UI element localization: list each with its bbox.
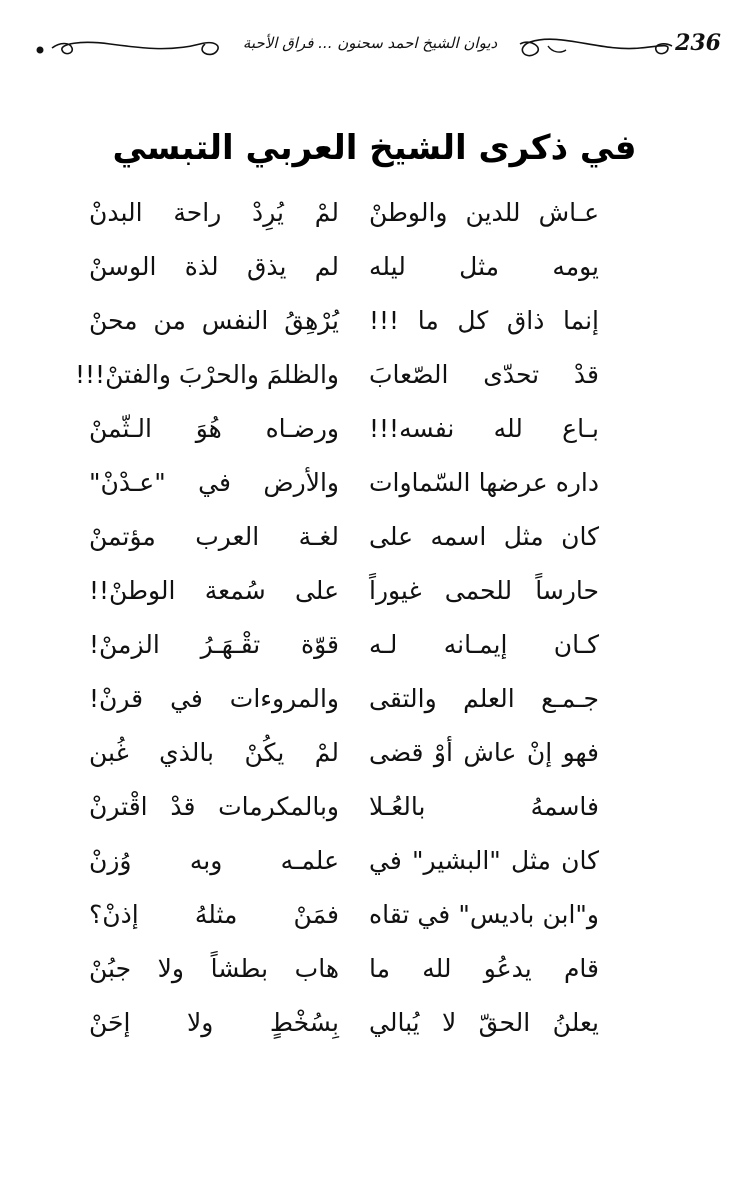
- running-title: ديوان الشيخ احمد سحنون ... فراق الأحبة: [242, 34, 498, 52]
- verse-second-hemistich: يُرْهِقُ النفس من محنْ: [89, 306, 339, 335]
- verse-first-hemistich: و"ابن باديس" في تقاه: [369, 900, 599, 929]
- ornament-swirl-left: [52, 42, 218, 54]
- verse-first-hemistich: قدْ تحدّى الصّعابَ: [369, 360, 599, 389]
- page-number: 236: [675, 30, 721, 56]
- verse-first-hemistich: فهو إنْ عاش أوْ قضى: [369, 738, 599, 767]
- verse-second-hemistich: فمَنْ مثلهُ إذنْ؟: [89, 900, 339, 929]
- verse: [0, 780, 749, 834]
- verse: [0, 294, 749, 348]
- poem-verses: [0, 186, 749, 1050]
- verse-first-hemistich: حارساً للحمى غيوراً: [369, 576, 599, 605]
- verse-first-hemistich: يعلنُ الحقّ لا يُبالي: [369, 1008, 599, 1037]
- page-header: [0, 18, 749, 68]
- verse-second-hemistich: هاب بطشاً ولا جبُنْ: [89, 954, 339, 983]
- verse: [0, 996, 749, 1050]
- verse-second-hemistich: لمْ يُرِدْ راحة البدنْ: [89, 198, 339, 227]
- verse-first-hemistich: كان مثل اسمه على: [369, 522, 599, 551]
- verse-second-hemistich: لم يذق لذة الوسنْ: [89, 252, 339, 281]
- verse: [0, 888, 749, 942]
- verse-second-hemistich: على سُمعة الوطنْ!!: [89, 576, 339, 605]
- verse-first-hemistich: كان مثل "البشير" في: [369, 846, 599, 875]
- verse: [0, 348, 749, 402]
- verse-first-hemistich: قام يدعُو لله ما: [369, 954, 599, 983]
- verse: [0, 456, 749, 510]
- verse-second-hemistich: بِسُخْطٍ ولا إحَنْ: [89, 1008, 339, 1037]
- verse-second-hemistich: والأرض في "عـدْنْ": [89, 468, 339, 497]
- verse-first-hemistich: فاسمهُ بالعُـلا: [369, 792, 599, 821]
- verse-first-hemistich: داره عرضها السّماوات: [369, 468, 599, 497]
- verse-second-hemistich: لغـة العرب مؤتمنْ: [89, 522, 339, 551]
- verse: [0, 240, 749, 294]
- poem-title: في ذكرى الشيخ العربي التبسي: [112, 128, 637, 168]
- verse-first-hemistich: بـاع لله نفسه!!!: [369, 414, 599, 443]
- verse-first-hemistich: عـاش للدين والوطنْ: [369, 198, 599, 227]
- verse: [0, 402, 749, 456]
- verse: [0, 186, 749, 240]
- verse: [0, 564, 749, 618]
- verse-second-hemistich: ورضـاه هُوَ الـثّمنْ: [89, 414, 339, 443]
- verse-second-hemistich: لمْ يكُنْ بالذي غُبن: [89, 738, 339, 767]
- verse: [0, 672, 749, 726]
- verse-second-hemistich: والمروءات في قرنْ!: [89, 684, 339, 713]
- verse-second-hemistich: والظلمَ والحرْبَ والفتنْ!!!: [75, 360, 339, 389]
- verse-first-hemistich: إنما ذاق كل ما !!!: [369, 306, 599, 335]
- ornament-swirl-right: [520, 39, 672, 55]
- verse: [0, 510, 749, 564]
- verse: [0, 726, 749, 780]
- verse-second-hemistich: علمـه وبه وُزنْ: [89, 846, 339, 875]
- verse: [0, 618, 749, 672]
- verse-first-hemistich: يومه مثل ليله: [369, 252, 599, 281]
- verse-first-hemistich: جـمـع العلم والتقى: [369, 684, 599, 713]
- verse-second-hemistich: قوّة تقْـهَـرُ الزمنْ!: [89, 630, 339, 659]
- verse-first-hemistich: كـان إيمـانه لـه: [369, 630, 599, 659]
- ornament-dot: [37, 47, 44, 54]
- verse-second-hemistich: وبالمكرمات قدْ اقْترنْ: [89, 792, 339, 821]
- verse: [0, 834, 749, 888]
- verse: [0, 942, 749, 996]
